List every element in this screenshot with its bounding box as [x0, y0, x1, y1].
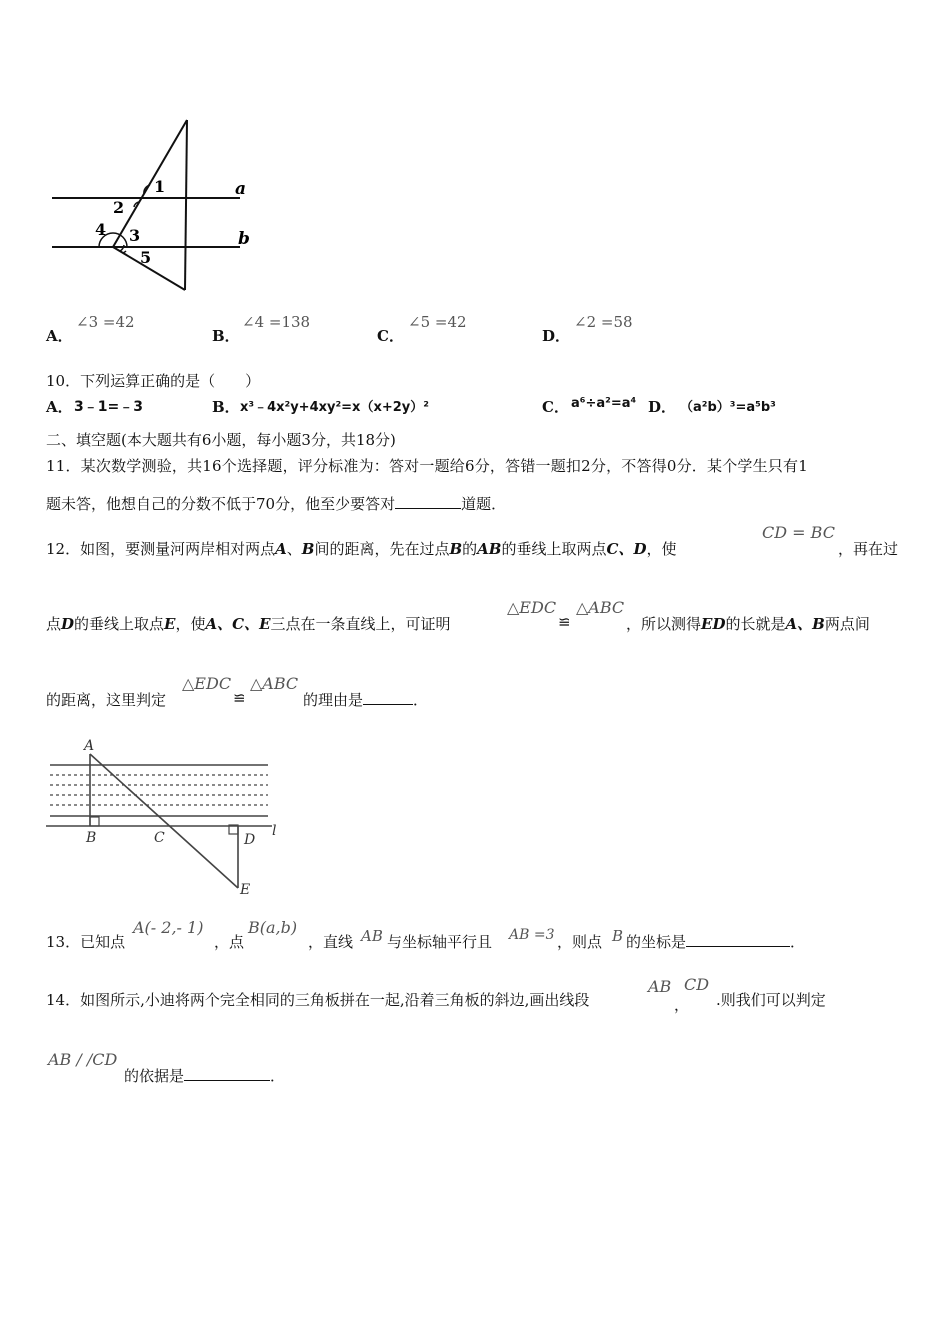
q9-option-a-letter: A． — [46, 327, 73, 345]
q12-l2-AB: A、B — [785, 615, 825, 633]
q14-CD: CD — [684, 975, 710, 994]
q9-option-d-expr: ∠2 =58 — [574, 313, 633, 331]
q13-mid1: ，点 — [214, 933, 245, 951]
q12-l2-ED: ED — [701, 615, 726, 633]
q12-l2-D: D — [61, 615, 75, 633]
q14-l2-end: ． — [270, 1067, 286, 1085]
q10-option-a-letter: A． — [46, 398, 73, 416]
q12-l3-pre: 的距离，这里判定 — [46, 691, 167, 709]
q12-l2-t1: △EDC — [507, 598, 557, 617]
q14-comma: ， — [674, 996, 690, 1014]
q12-l2-pre: 点 — [46, 615, 62, 633]
label-D: D — [244, 832, 256, 848]
q11-answer-blank[interactable] — [395, 494, 461, 509]
q12-l2-mid: 的垂线上取点 — [74, 615, 165, 633]
label-E: E — [240, 882, 251, 898]
q12-line1 — [46, 538, 676, 559]
q14-l2-text: 的依据是 — [124, 1067, 185, 1085]
label-1: 1 — [154, 177, 166, 196]
q12-l3-t1: △EDC — [182, 674, 232, 693]
q12-line2-left — [46, 613, 451, 634]
q9-option-c-expr: ∠5 =42 — [408, 313, 467, 331]
q14-line2 — [124, 1065, 285, 1086]
q12-l1-CD: C、D — [606, 540, 647, 558]
label-a: a — [235, 179, 247, 199]
q14-post: .则我们可以判定 — [716, 991, 826, 1009]
q13-pre: 13．已知点 — [46, 933, 126, 951]
q12-l2-ACE: A、C、E — [205, 615, 271, 633]
q10-option-b-text: x³﹣4x²y+4xy²=x（x+2y）² — [240, 400, 429, 415]
q11-line2-pre: 题未答，他想自己的分数不低于70分，他至少要答对 — [46, 495, 396, 513]
q10-option-b-letter: B． — [212, 398, 240, 416]
q14-answer-blank[interactable] — [184, 1066, 270, 1081]
q12-l1-use: ，使 — [646, 540, 677, 558]
q13-answer-blank[interactable] — [686, 932, 790, 947]
figure-river — [40, 732, 290, 902]
q9-option-d-letter: D． — [542, 327, 571, 345]
q12-l2-so: ，所以测得 — [626, 615, 702, 633]
label-C: C — [154, 830, 165, 846]
label-l: l — [272, 823, 277, 839]
q12-l2-use: ，使 — [175, 615, 206, 633]
label-b: b — [238, 229, 250, 249]
q14-pre: 14．如图所示,小迪将两个完全相同的三角板拼在一起,沿着三角板的斜边,画出线段 — [46, 991, 590, 1009]
q12-l1-rest: 的垂线上取两点 — [501, 540, 607, 558]
label-2: 2 — [113, 198, 125, 217]
triangle-side — [185, 120, 187, 290]
q11-line2 — [46, 493, 506, 514]
q11-line2-post: 道题． — [461, 495, 507, 513]
q12-l3-end: ． — [413, 691, 429, 709]
q13-mid4: ，则点 — [557, 933, 603, 951]
figure-parallel-lines — [40, 110, 280, 300]
label-4: 4 — [95, 220, 107, 239]
q10-option-c-letter: C． — [542, 398, 569, 416]
q10-option-a-text: 3﹣1=﹣3 — [74, 399, 143, 415]
label-5: 5 — [140, 248, 152, 267]
q13-B: B — [612, 927, 624, 945]
q9-option-a-expr: ∠3 =42 — [76, 313, 135, 331]
q13-condition: AB =3 — [509, 927, 555, 943]
right-angle-B — [90, 817, 99, 826]
q12-l1-B: B — [301, 540, 315, 558]
q14-AB: AB — [648, 977, 672, 996]
q12-l1-of: 的 — [462, 540, 478, 558]
q12-line2-right — [626, 613, 870, 634]
q13-AB: AB — [361, 927, 383, 945]
q13-mid2: ，直线 — [308, 933, 354, 951]
segment-AE — [90, 754, 238, 888]
q13-end: ． — [790, 933, 806, 951]
q12-l1-mid: 间的距离，先在过点 — [314, 540, 450, 558]
label-B: B — [86, 830, 97, 846]
q12-l2-end: 两点间 — [824, 615, 870, 633]
q12-l1-end: ，再在过 — [838, 540, 899, 558]
q12-l1-pre: 12．如图，要测量河两岸相对两点 — [46, 540, 276, 558]
q11-line1: 11．某次数学测验，共16个选择题，评分标准为：答对一题给6分，答错一题扣2分，不答得0分．某个学生只有1 — [46, 457, 808, 475]
q12-l1-eq: CD = BC — [762, 523, 835, 542]
q12-l3-post: 的理由是 — [303, 691, 364, 709]
transversal — [113, 120, 187, 247]
q12-l3-t2: △ABC — [250, 674, 299, 693]
q13-post: 的坐标是 — [626, 933, 687, 951]
q9-option-c-letter: C． — [377, 327, 404, 345]
q12-l1-B2: B — [449, 540, 463, 558]
q10-stem: 10．下列运算正确的是（ ） — [46, 372, 261, 390]
q10-option-c-text: a⁶÷a²=a⁴ — [571, 396, 637, 411]
q14-parallel-expr: AB / /CD — [48, 1050, 118, 1069]
q10-option-d-letter: D． — [648, 398, 677, 416]
q12-l1-AB: AB — [477, 540, 502, 558]
q12-l1-sep: 、 — [286, 540, 302, 558]
q9-option-b-expr: ∠4 =138 — [242, 313, 311, 331]
angle-5-arc — [123, 251, 126, 253]
q13-point-B: B(a,b) — [248, 918, 298, 937]
q12-l2-len: 的长就是 — [725, 615, 786, 633]
q12-l2-cong: ≌ — [558, 613, 571, 631]
q9-option-b-letter: B． — [212, 327, 240, 345]
q13-mid3: 与坐标轴平行且 — [387, 933, 493, 951]
label-A: A — [84, 738, 95, 754]
label-3: 3 — [129, 226, 141, 245]
q12-l2-t2: △ABC — [576, 598, 625, 617]
q12-l1-A: A — [275, 540, 287, 558]
q12-l2-col: 三点在一条直线上，可证明 — [270, 615, 451, 633]
q13-tail — [626, 931, 805, 952]
q12-line3-right — [303, 689, 428, 710]
q12-answer-blank[interactable] — [363, 690, 413, 705]
q10-option-d-text: （a²b）³=a⁵b³ — [680, 400, 776, 415]
section2-title: 二、填空题(本大题共有6小题，每小题3分，共18分) — [46, 431, 396, 449]
q12-l3-cong: ≌ — [233, 689, 246, 707]
q13-point-A: A(- 2,- 1) — [133, 918, 204, 937]
q12-l2-E: E — [164, 615, 176, 633]
